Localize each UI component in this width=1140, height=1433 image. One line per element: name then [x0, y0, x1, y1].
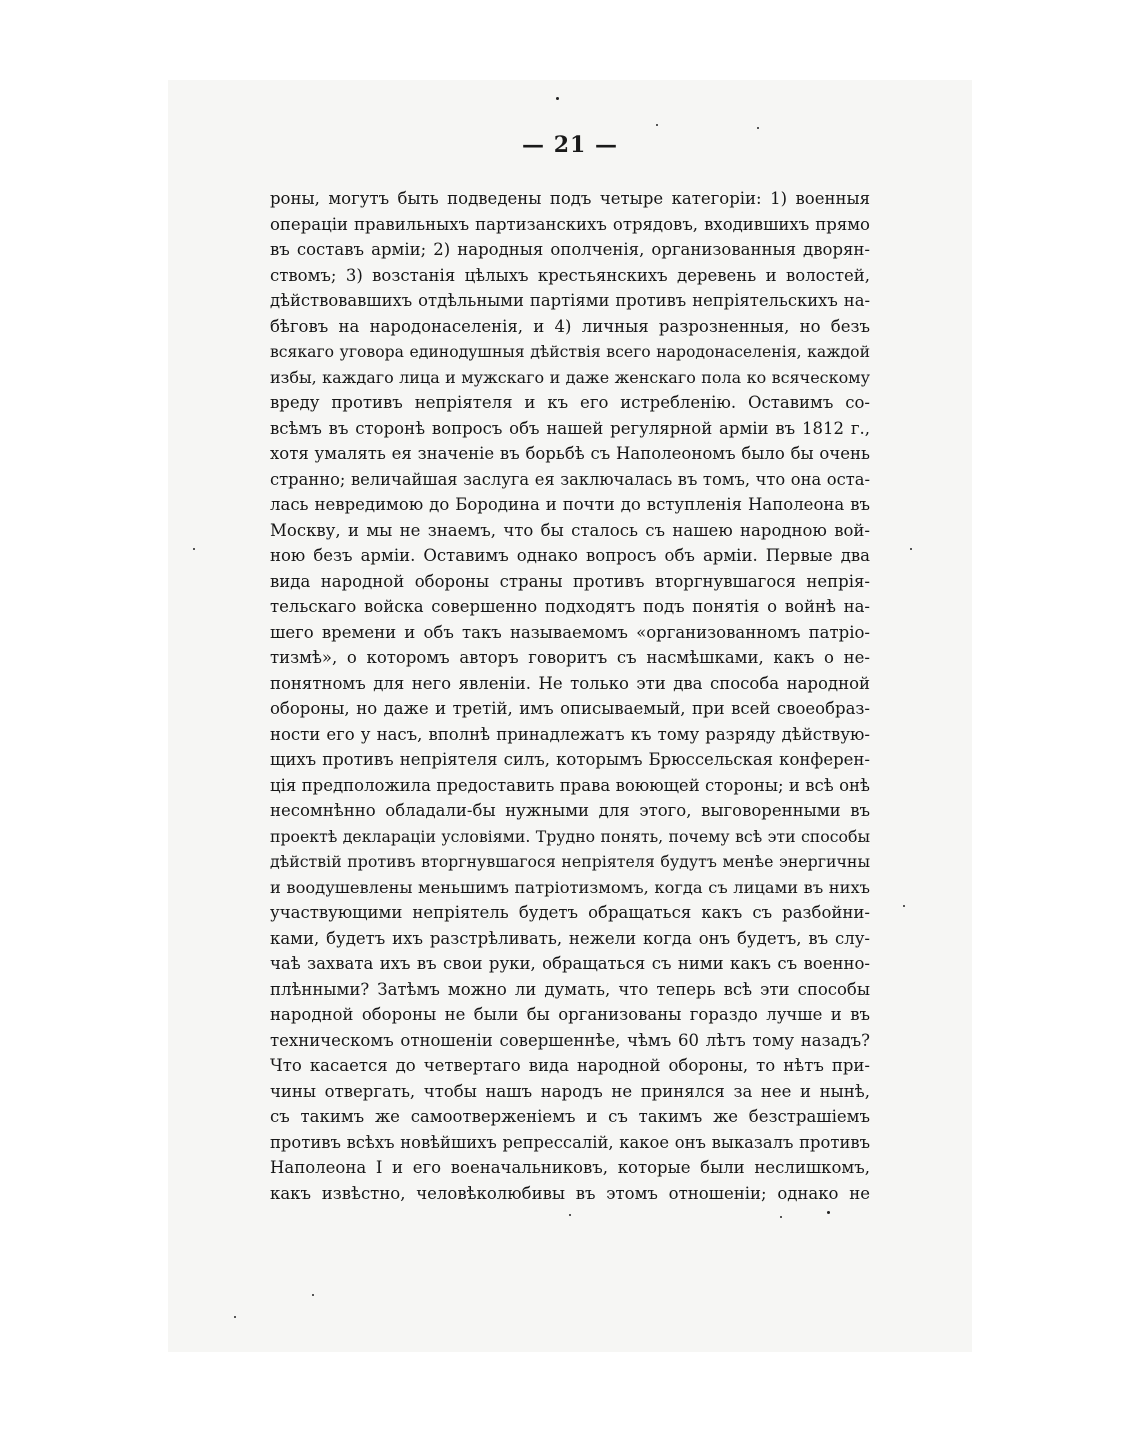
text-line: чины отвергать, чтобы нашъ народъ не принялся за нее и нынѣ,	[270, 1081, 870, 1101]
text-line: операціи правильныхъ партизанскихъ отрядовъ, входившихъ прямо	[270, 214, 870, 234]
text-line: противъ всѣхъ новѣйшихъ репрессалій, какое онъ выказалъ противъ	[270, 1132, 870, 1152]
text-line: всѣмъ въ сторонѣ вопросъ объ нашей регулярной арміи въ 1812 г.,	[270, 418, 870, 438]
text-line: вида народной обороны страны противъ вторгнувшагося непрія-	[270, 571, 870, 591]
text-line: всякаго уговора единодушныя дѣйствія всего народонаселенія, каждой	[270, 342, 870, 361]
text-line: Наполеона I и его военачальниковъ, которые были неслишкомъ,	[270, 1158, 870, 1177]
scan-speck	[903, 905, 905, 907]
text-line: Москву, и мы не знаемъ, что бы сталось съ нашею народною вой-	[270, 520, 870, 540]
text-line: какъ извѣстно, человѣколюбивы въ этомъ отношеніи; однако не	[270, 1183, 870, 1203]
text-line: лась невредимою до Бородина и почти до вступленія Наполеона въ	[270, 495, 870, 514]
scan-speck	[827, 1211, 830, 1214]
text-line: техническомъ отношеніи совершеннѣе, чѣмъ 60 лѣтъ тому назадъ?	[270, 1030, 870, 1050]
text-line: несомнѣнно обладали-бы нужными для этого, выговоренными въ	[270, 801, 870, 820]
scan-speck	[193, 548, 195, 550]
text-line: ствомъ; 3) возстанія цѣлыхъ крестьянскихъ деревень и волостей,	[270, 265, 870, 285]
body-text	[270, 186, 870, 1206]
text-line: Что касается до четвертаго вида народной обороны, то нѣтъ при-	[270, 1056, 870, 1075]
scan-speck	[910, 548, 912, 550]
scan-speck	[556, 97, 559, 100]
text-line: участвующими непріятель будетъ обращаться какъ съ разбойни-	[270, 903, 870, 922]
text-line: тизмѣ», о которомъ авторъ говоритъ съ насмѣшками, какъ о не-	[270, 648, 870, 667]
scan-speck	[234, 1316, 236, 1318]
text-line: чаѣ захвата ихъ въ свои руки, обращаться съ ними какъ съ военно-	[270, 954, 870, 973]
page-number: — 21 —	[522, 132, 618, 158]
text-line: шего времени и объ такъ называемомъ «организованномъ патріо-	[270, 622, 870, 642]
text-line: народной обороны не были бы организованы гораздо лучше и въ	[270, 1005, 870, 1024]
text-line: бѣговъ на народонаселенія, и 4) личныя разрозненныя, но безъ	[270, 316, 870, 336]
text-line: въ составъ арміи; 2) народныя ополченія, организованныя дворян-	[270, 240, 870, 259]
scan-speck	[757, 127, 759, 129]
text-line: и воодушевлены меньшимъ патріотизмомъ, когда съ лицами въ нихъ	[270, 877, 870, 897]
text-line: дѣйствовавшихъ отдѣльными партіями противъ непріятельскихъ на-	[270, 291, 870, 310]
text-line: тельскаго войска совершенно подходятъ подъ понятія о войнѣ на-	[270, 597, 870, 616]
scan-speck	[569, 1214, 571, 1216]
text-line: понятномъ для него явленіи. Не только эти два способа народной	[270, 673, 870, 693]
text-line: плѣнными? Затѣмъ можно ли думать, что теперь всѣ эти способы	[270, 979, 870, 999]
text-line: ною безъ арміи. Оставимъ однако вопросъ объ арміи. Первые два	[270, 546, 870, 565]
scan-speck	[780, 1216, 782, 1218]
text-line: ками, будетъ ихъ разстрѣливать, нежели когда онъ будетъ, въ слу-	[270, 928, 870, 948]
text-line: щихъ противъ непріятеля силъ, которымъ Брюссельская конферен-	[270, 750, 870, 769]
text-line: вреду противъ непріятеля и къ его истребленію. Оставимъ со-	[270, 393, 870, 412]
text-line: ности его у насъ, вполнѣ принадлежатъ къ тому разряду дѣйствую-	[270, 724, 870, 744]
text-line: странно; величайшая заслуга ея заключалась въ томъ, что она оста-	[270, 469, 870, 489]
text-line: избы, каждаго лица и мужскаго и даже женскаго пола ко всяческому	[270, 367, 870, 387]
text-line: обороны, но даже и третій, имъ описываемый, при всей своеобраз-	[270, 699, 870, 718]
scan-speck	[656, 124, 658, 126]
text-line: роны, могутъ быть подведены подъ четыре категоріи: 1) военныя	[270, 189, 870, 208]
scan-speck	[312, 1294, 314, 1296]
text-line: ція предположила предоставить права воюющей стороны; и всѣ онѣ	[270, 775, 870, 795]
text-line: хотя умалять ея значеніе въ борьбѣ съ Наполеономъ было бы очень	[270, 444, 870, 463]
text-line: проектѣ деклараціи условіями. Трудно понять, почему всѣ эти способы	[270, 826, 870, 846]
text-line: съ такимъ же самоотверженіемъ и съ такимъ же безстрашіемъ	[270, 1107, 870, 1126]
text-line: дѣйствій противъ вторгнувшагося непріятеля будутъ менѣе энергичны	[270, 852, 870, 871]
